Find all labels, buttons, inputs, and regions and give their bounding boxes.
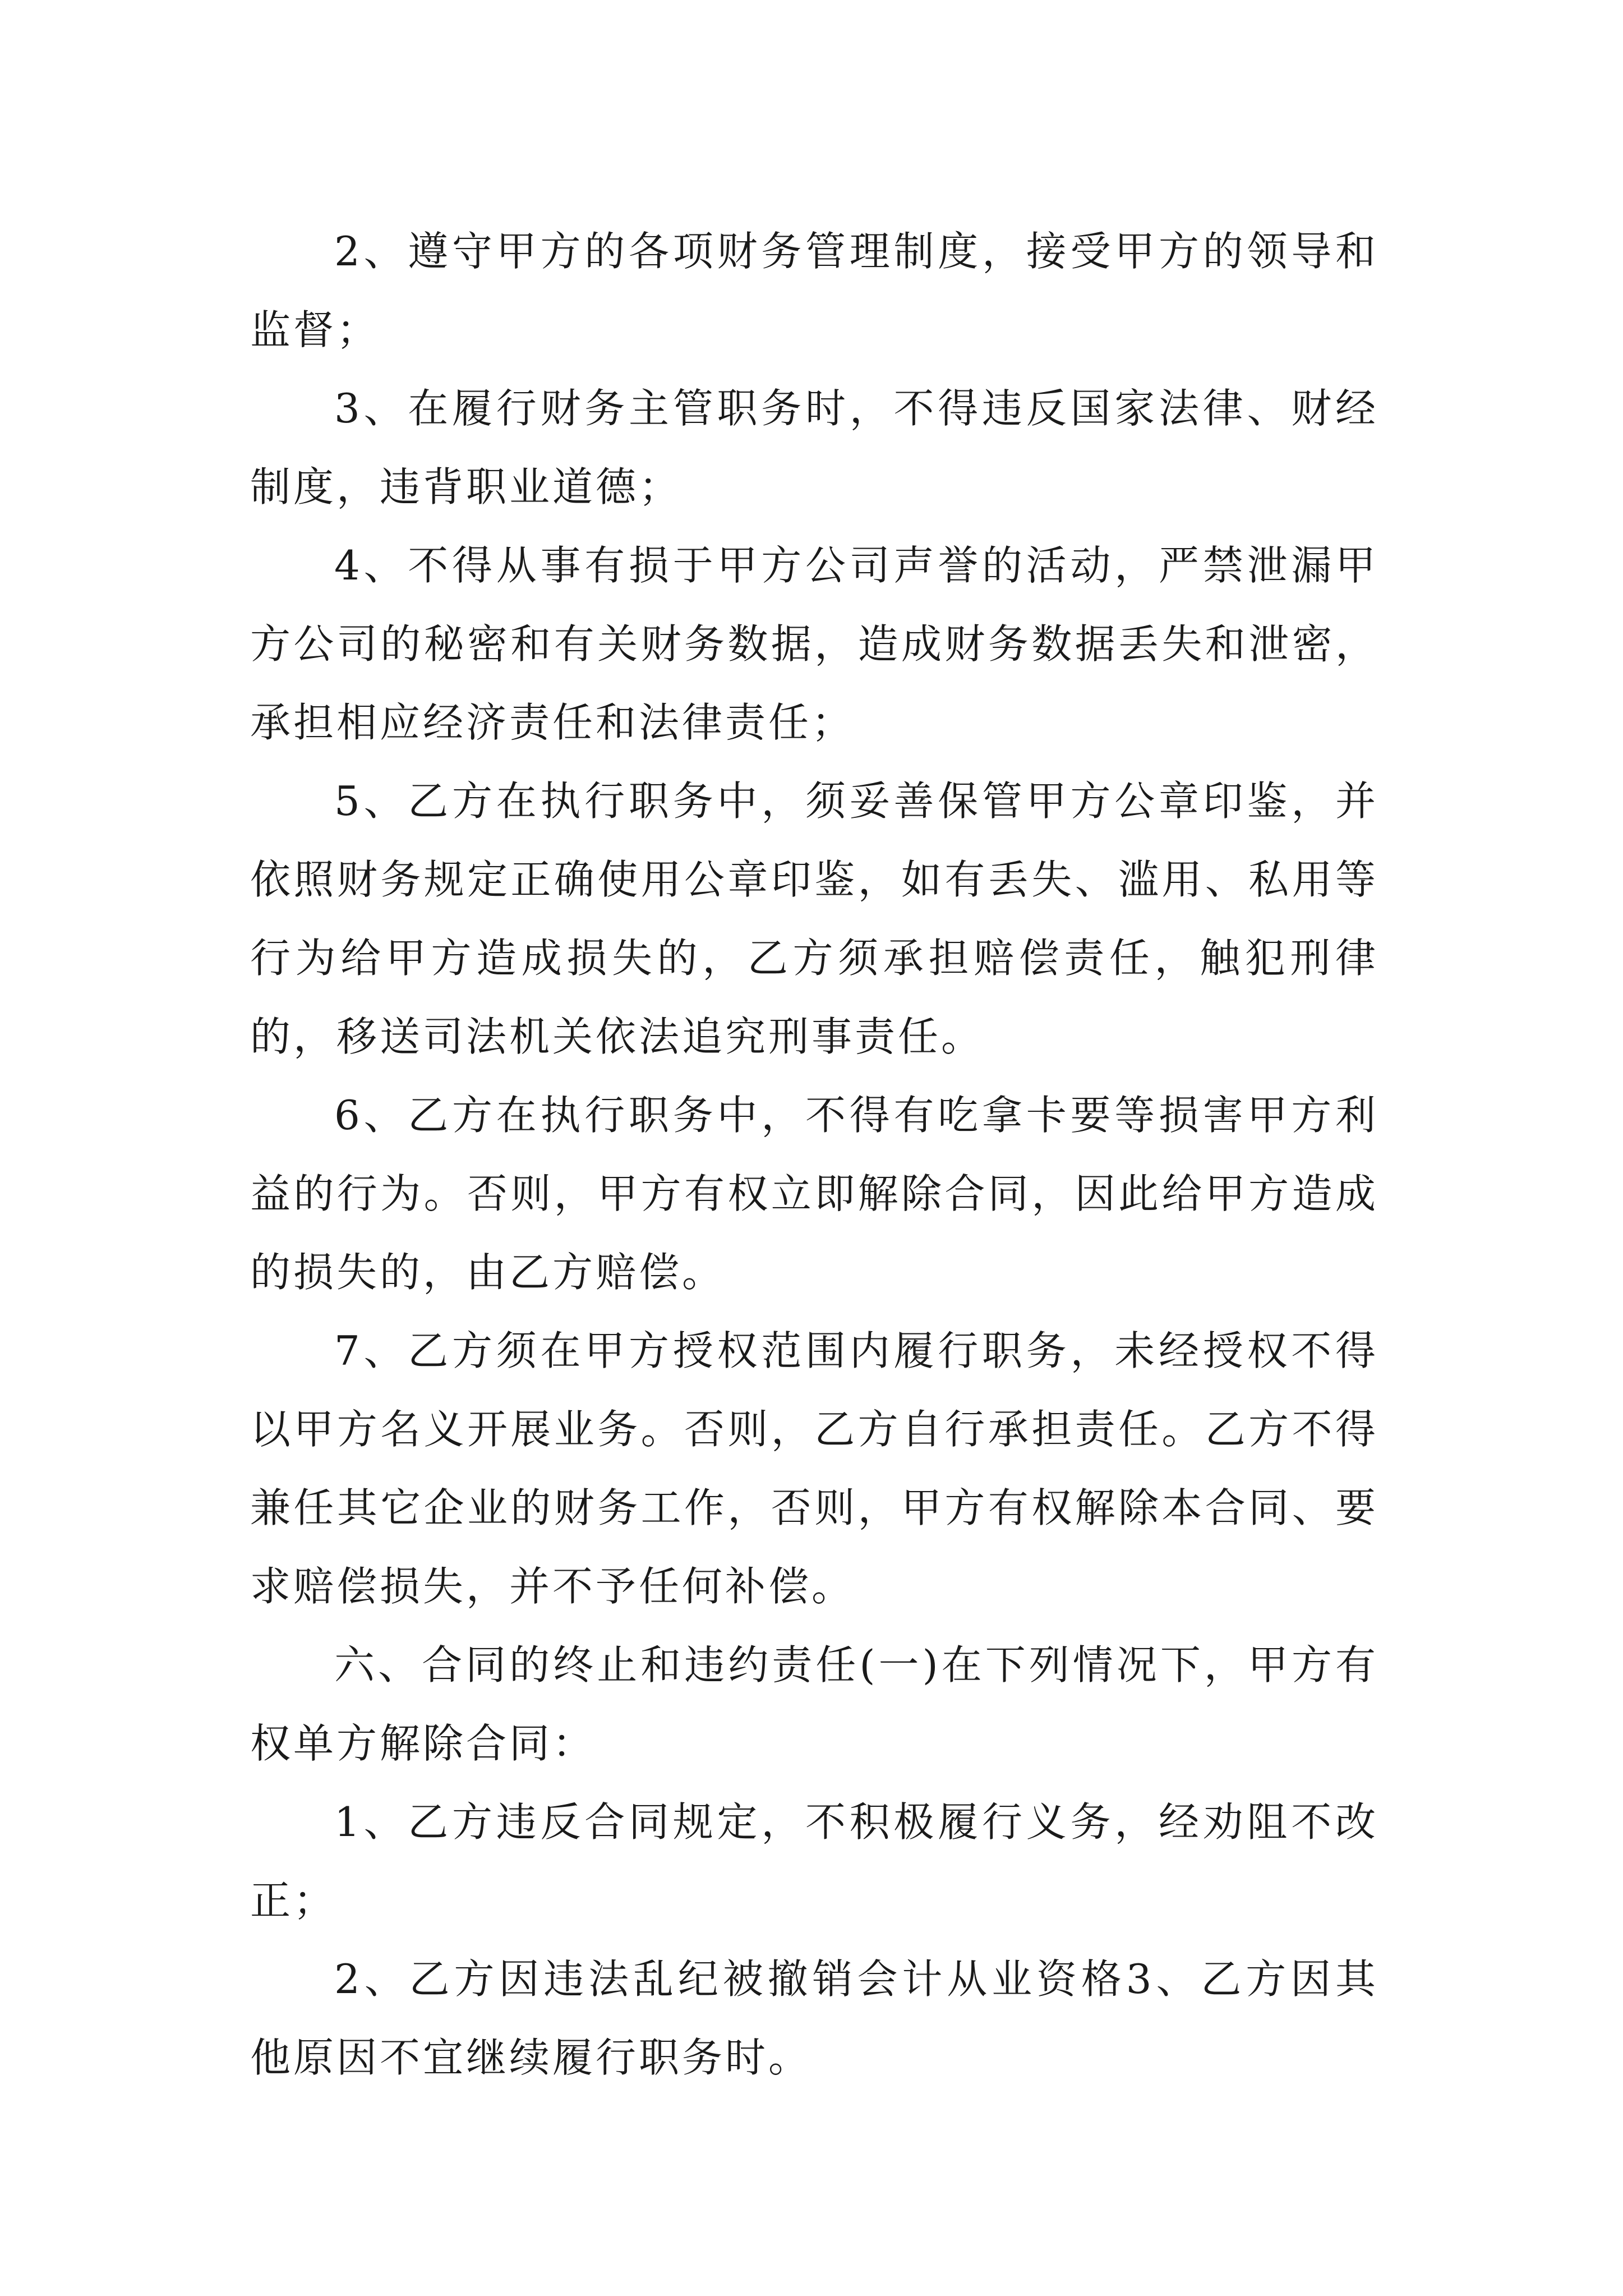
paragraph-termination-1: 1、乙方违反合同规定，不积极履行义务，经劝阻不改正； xyxy=(250,1798,1378,1924)
paragraph-clause-4: 4、不得从事有损于甲方公司声誉的活动，严禁泄漏甲方公司的秘密和有关财务数据，造成财务数据丢失和泄密，承担相应经济责任和法律责任； xyxy=(250,542,1378,746)
paragraph-clause-7: 7、乙方须在甲方授权范围内履行职务，未经授权不得以甲方名义开展业务。否则，乙方自行承担责任。乙方不得兼任其它企业的财务工作，否则，甲方有权解除本合同、要求赔偿损失，并不予任何补偿。 xyxy=(250,1327,1378,1610)
paragraph-clause-2: 2、遵守甲方的各项财务管理制度，接受甲方的领导和监督； xyxy=(250,228,1378,353)
paragraph-termination-2: 2、乙方因违法乱纪被撤销会计从业资格3、乙方因其他原因不宜继续履行职务时。 xyxy=(250,1955,1378,2081)
document-body xyxy=(250,212,1378,2097)
paragraph-clause-3: 3、在履行财务主管职务时，不得违反国家法律、财经制度，违背职业道德； xyxy=(250,385,1378,510)
paragraph-clause-5: 5、乙方在执行职务中，须妥善保管甲方公章印鉴，并依照财务规定正确使用公章印鉴，如有丢失、滥用、私用等行为给甲方造成损失的，乙方须承担赔偿责任，触犯刑律的，移送司法机关依法追究刑事责任。 xyxy=(250,777,1378,1060)
paragraph-clause-6: 6、乙方在执行职务中，不得有吃拿卡要等损害甲方利益的行为。否则，甲方有权立即解除合同，因此给甲方造成的损失的，由乙方赔偿。 xyxy=(250,1092,1378,1296)
paragraph-section-6-heading: 六、合同的终止和违约责任(一)在下列情况下，甲方有权单方解除合同： xyxy=(250,1641,1378,1767)
